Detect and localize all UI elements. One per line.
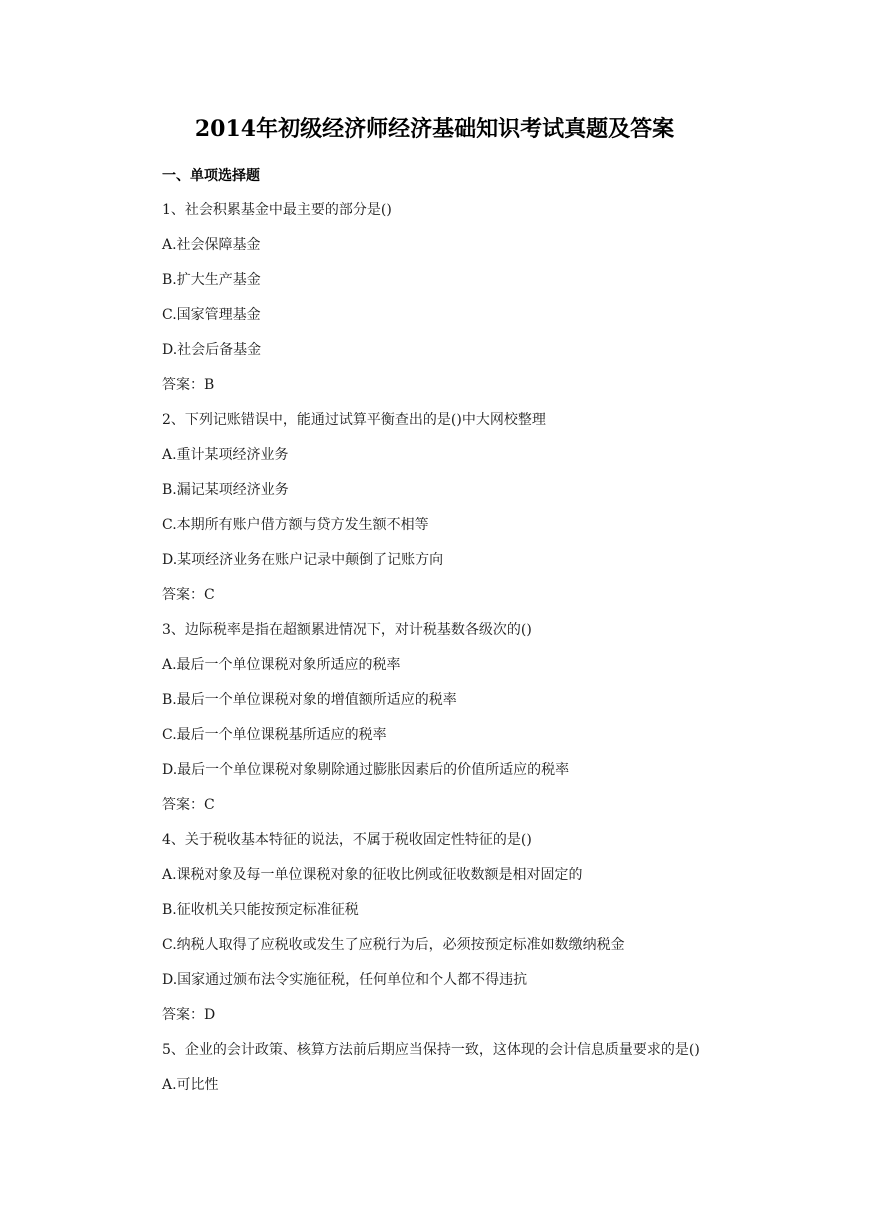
question-3: 3、边际税率是指在超额累进情况下，对计税基数各级次的()	[162, 622, 532, 638]
option-4c: C.纳税人取得了应税收或发生了应税行为后，必须按预定标准如数缴纳税金	[162, 937, 625, 953]
option-3b: B.最后一个单位课税对象的增值额所适应的税率	[162, 692, 457, 708]
option-4a: A.课税对象及每一单位课税对象的征收比例或征收数额是相对固定的	[162, 867, 583, 883]
answer-3: 答案：C	[162, 797, 215, 813]
answer-1: 答案：B	[162, 377, 215, 393]
option-1b: B.扩大生产基金	[162, 272, 261, 288]
question-4: 4、关于税收基本特征的说法，不属于税收固定性特征的是()	[162, 832, 532, 848]
document-title: 2014年初级经济师经济基础知识考试真题及答案	[194, 116, 675, 142]
option-1a: A.社会保障基金	[162, 237, 261, 253]
option-4b: B.征收机关只能按预定标准征税	[162, 902, 359, 918]
option-2a: A.重计某项经济业务	[162, 447, 289, 463]
answer-2: 答案：C	[162, 587, 215, 603]
option-3d: D.最后一个单位课税对象剔除通过膨胀因素后的价值所适应的税率	[162, 762, 570, 778]
option-1c: C.国家管理基金	[162, 307, 261, 323]
option-2b: B.漏记某项经济业务	[162, 482, 289, 498]
option-2d: D.某项经济业务在账户记录中颠倒了记账方向	[162, 552, 444, 568]
question-5: 5、企业的会计政策、核算方法前后期应当保持一致，这体现的会计信息质量要求的是()	[162, 1042, 700, 1058]
option-4d: D.国家通过颁布法令实施征税，任何单位和个人都不得违抗	[162, 972, 528, 988]
section-heading: 一、单项选择题	[162, 168, 260, 184]
option-2c: C.本期所有账户借方额与贷方发生额不相等	[162, 517, 429, 533]
question-1: 1、社会积累基金中最主要的部分是()	[162, 202, 392, 218]
option-5a: A.可比性	[162, 1077, 219, 1093]
question-2: 2、下列记账错误中，能通过试算平衡查出的是()中大网校整理	[162, 412, 546, 428]
answer-4: 答案：D	[162, 1007, 216, 1023]
option-3a: A.最后一个单位课税对象所适应的税率	[162, 657, 401, 673]
option-1d: D.社会后备基金	[162, 342, 262, 358]
option-3c: C.最后一个单位课税基所适应的税率	[162, 727, 387, 743]
